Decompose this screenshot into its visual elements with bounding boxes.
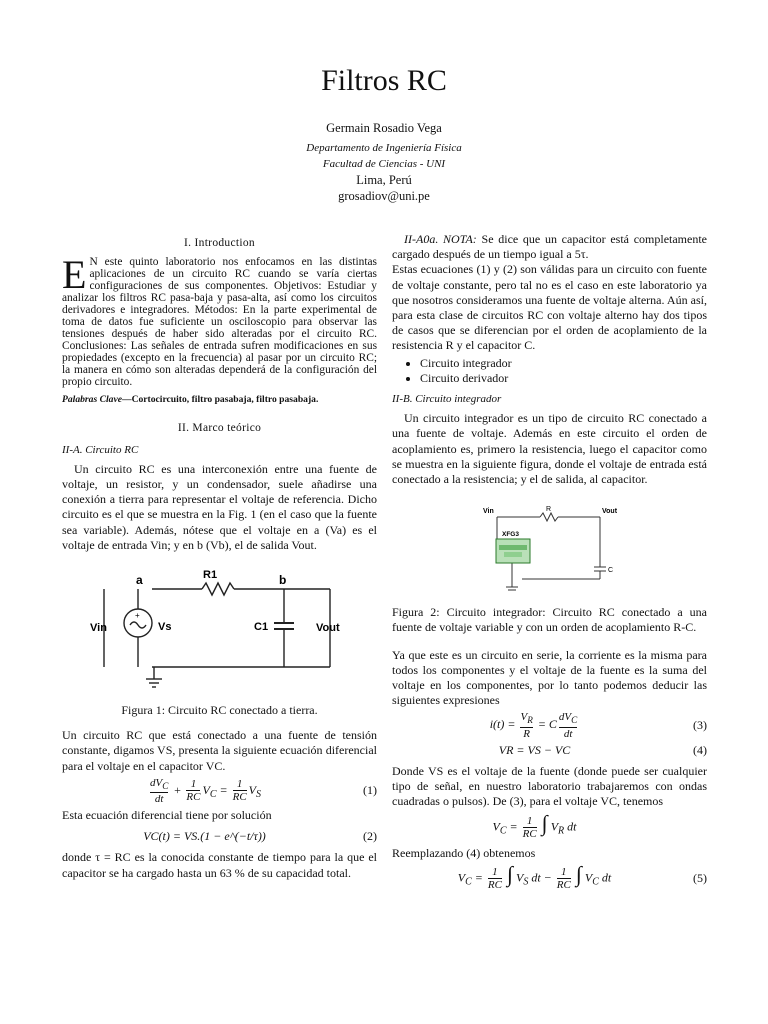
email: grosadiov@uni.pe [338,189,430,203]
figure-2-caption: Figura 2: Circuito integrador: Circuito RC conectado a una fuente de voltaje variable y con un orden de acoplamiento R-C. [392,605,707,635]
figure-2-circuit [392,505,707,595]
equation-3-number: (3) [693,717,707,732]
paragraph-solucion: Esta ecuación diferencial tiene por solución [62,808,272,823]
list-item: • Circuito integrador [420,356,707,371]
paragraph-serie: Ya que este es un circuito en serie, la corriente es la misma para todos los componentes y el voltaje de la fuente es la suma del voltaje en los componentes, por lo tanto podemos deducir las siguientes expresiones [392,647,707,708]
paragraph-fuente-constante: Un circuito RC que está conectado a una fuente de tensión constante, digamos VS, presenta la siguiente ecuación diferencial para el voltaje en el capacitor VC. [62,728,377,773]
note-paragraph [392,232,707,262]
keywords-label: Palabras Clave [62,394,122,406]
equation-1-number: (1) [363,783,377,798]
equation-4 [392,743,707,758]
equation-2 [62,829,377,844]
fig2-label-vin: Vin [483,508,494,516]
equation-5-number: (5) [693,870,707,885]
fig2-label-c: C [608,567,614,575]
fig1-label-vout: Vout [316,622,340,635]
department: Departamento de Ingeniería Física [306,142,462,154]
equation-5: $V_C$ = $\frac{1}{RC}$ ∫ $V_S$ dt − $\frac{1}{RC}$ ∫ $V_C$ dt (5) [457,860,707,891]
abstract [62,252,377,389]
section-introduction-heading: I. Introduction [184,237,255,249]
fig1-label-c1: C1 [254,621,269,634]
figure-1-caption: Figura 1: Circuito RC conectado a tierra. [121,703,318,718]
paragraph-donde: Donde VS es el voltaje de la fuente (donde puede ser cualquier tipo de señal, en nuestro laboratorio trabajaremos con ondas cuadradas o pulsos). De (3), para el voltaje VC, tenemos [392,763,707,809]
keywords [62,392,377,407]
subsection-circuito-rc: II-A. Circuito RC [62,443,139,456]
paragraph-reemplazando: Reemplazando (4) obtenemos [392,846,536,861]
function-generator-icon [496,539,530,563]
dropcap: E [62,252,87,298]
section-marco-heading: II. Marco teórico [177,422,262,435]
right-column [392,232,707,895]
fig2-label-generator: XFG3 [502,531,519,539]
faculty: Facultad de Ciencias - UNI [322,158,446,170]
paragraph-circuito-integrador: Un circuito integrador es un tipo de circuito RC conectado a una fuente de voltaje. Además en este circuito el orden de acoplamiento es, primero la resistencia, luego el capacitor como se muestra en la siguiente figura, donde el voltaje de entrada está conectado a la resistencia; y el de salida, al capacitor. [392,411,707,487]
subsection-circuito-integrador: II-B. Circuito integrador [392,393,502,406]
equation-4-number: (4) [693,742,707,757]
list-item: • Circuito derivador [420,371,707,386]
paper-title: Filtros RC [321,64,447,97]
circuit-type-list [392,356,707,386]
note-text: Se dice que un capacitor está completamente cargado después de un tiempo igual a 5τ. [392,232,707,262]
equation-2-number: (2) [363,829,377,844]
author-name: Germain Rosadio Vega [326,121,442,135]
abstract-text: N este quinto laboratorio nos enfocamos en las distintas aplicaciones de un circuito RC cuando se varía ciertas configuraciones de sus componentes. Objetivos: Estudiar y analizar los filtros RC pasa-baja y pasa-alta, así como los circuitos derivadores e integradores. Métodos: En la parte experimental de toma de datos fue suficiente un osciloscopio para observar las tensiones después de haber sido alteradas por el circuito RC. Conclusiones: Las señales de entrada sufren modificaciones en sus propiedades (excepto en la frecuencia) al pasar por un circuito RC; la manera en cómo son alteradas dependerá de la configuración del propio circuito. [62,256,377,389]
location: Lima, Perú [356,173,412,187]
fig1-label-b: b [279,573,287,588]
paragraph-constante-tiempo: donde τ = RC es la conocida constante de tiempo para la que el capacitor se ha cargado hasta un 63 % de su capacidad total. [62,850,377,880]
svg-text:+: + [135,611,140,621]
fig1-label-a: a [136,573,143,588]
equation-1: $\frac{dV_C}{dt}$ + $\frac{1}{RC}$ $V_C$ = $\frac{1}{RC}$ $V_S$ (1) [149,776,377,806]
figure-1-circuit [62,567,377,697]
note-label: II-A0a. NOTA: [404,232,477,246]
equation-2-body: VC(t) = VS.(1 − e^(−t/τ)) [143,829,266,844]
fig2-label-r: R [546,506,552,514]
equation-vc: $V_C$ = $\frac{1}{RC}$ ∫ $V_R$ dt [492,810,577,841]
paragraph-circuito-rc: Un circuito RC es una interconexión entre una fuente de voltaje, un resistor, y un condensador, suele añadirse una conexión a tierra para representar el voltaje de referencia. Dicho circuito es el que se muestra en la Fig. 1 (en el caso que la fuente sea variable). Además, nótese que el voltaje en a (Va) es el voltaje de entrada Vin; y en b (Vb), el de salida Vout. [62,461,377,552]
keywords-text: —Cortocircuito, filtro pasabaja, filtro pasabaja. [121,394,319,406]
fig1-label-r1: R1 [203,569,218,582]
left-column [62,232,377,881]
paragraph-voltaje-alterno: Estas ecuaciones (1) y (2) son válidas para un circuito con fuente de voltaje constante, pero tal no es el caso en este laboratorio ya que nosotros consideramos una fuente de voltaje alterna. Aún así, para esta clase de circuitos RC con voltaje alterno hay dos tipos de casos que se diferencian por el orden de acoplamiento de la resistencia R y el capacitor C. [392,262,707,353]
equation-3: i(t) = $\frac{V_R}{R}$ = C $\frac{dV_C}{dt}$ (3) [489,711,707,740]
fig1-label-vs: Vs [158,621,172,634]
fig2-label-vout: Vout [602,508,618,516]
fig1-label-vin: Vin [90,622,107,635]
author-block [0,120,768,204]
equation-4-body: VR = VS − VC [498,742,571,757]
